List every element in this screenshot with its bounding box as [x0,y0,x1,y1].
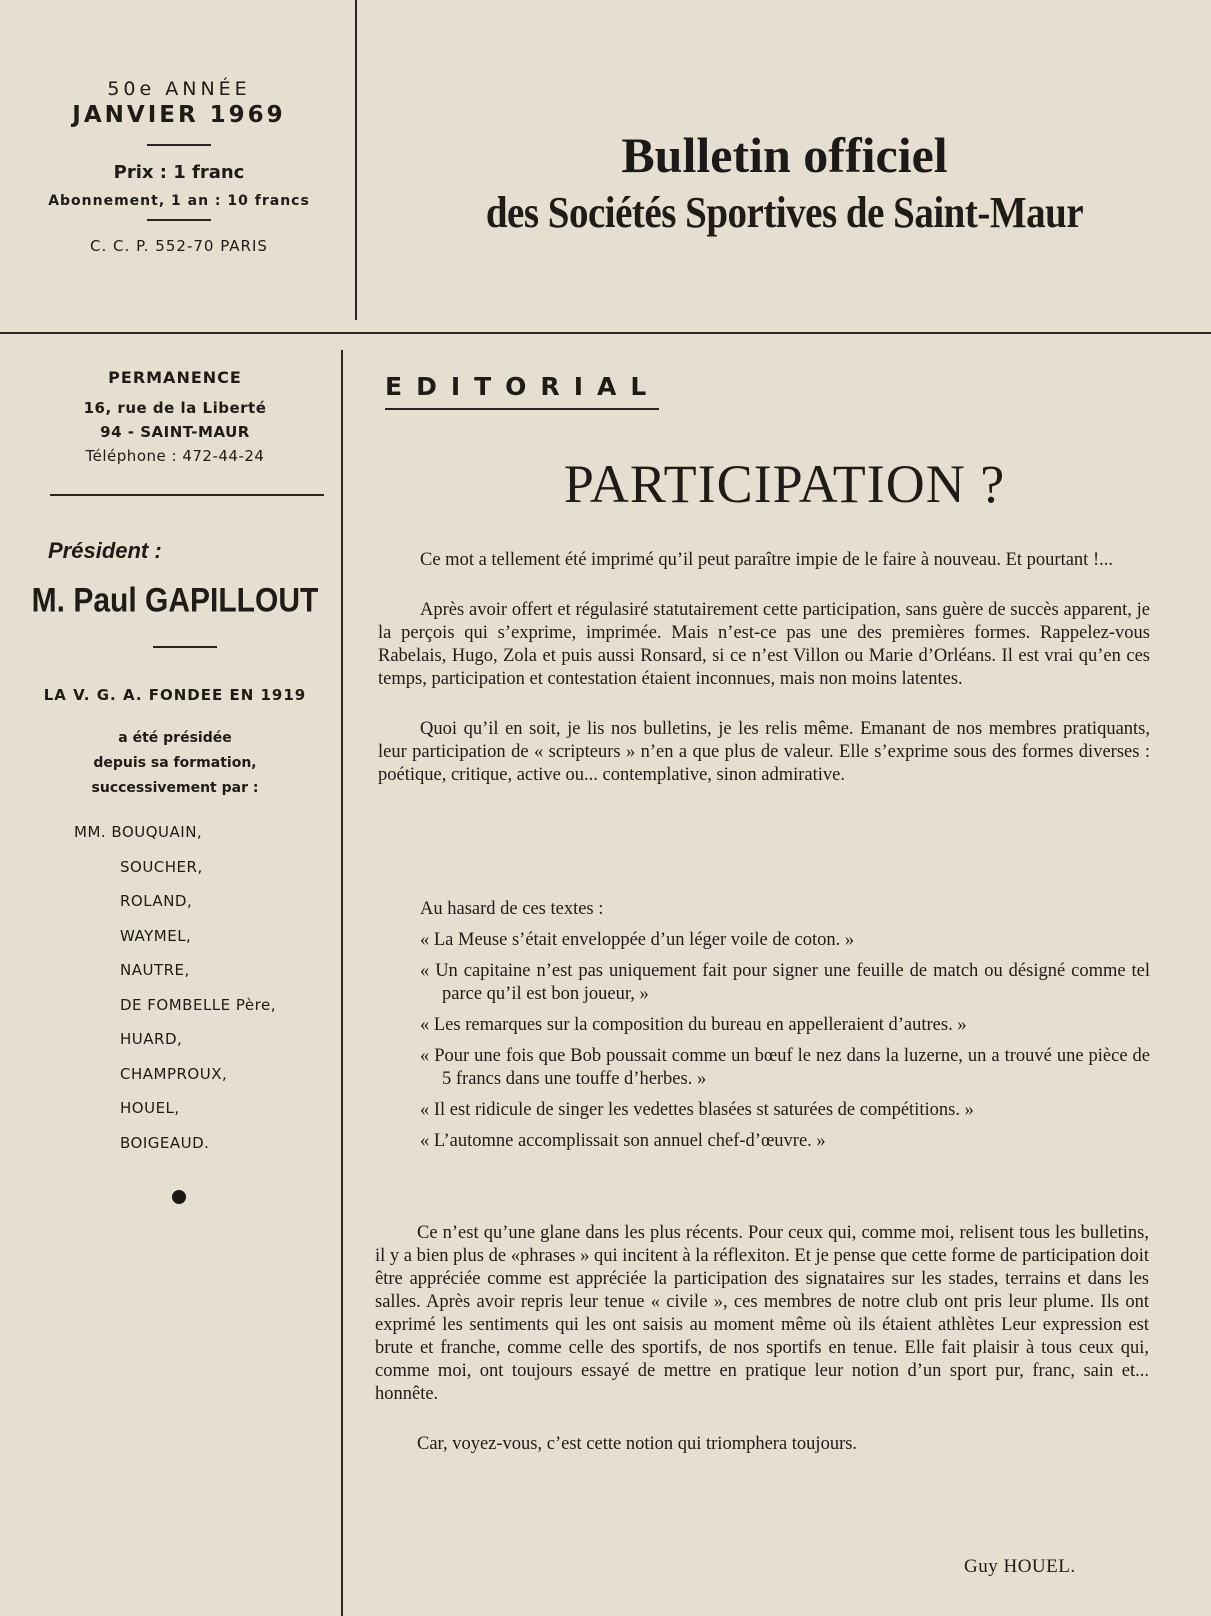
divider [50,494,324,496]
list-item: SOUCHER, [120,857,203,876]
list-item: DE FOMBELLE Père, [120,995,276,1014]
divider [153,646,217,648]
list-item: HOUEL, [120,1099,180,1117]
presidency-note [0,726,360,801]
paragraph: Ce mot a tellement été imprimé qu’il peut paraître impie de le faire à nouveau. Et pourtant !... [420,550,1113,570]
article-body [378,549,1150,787]
presidents-list [0,815,360,1160]
sidebar [0,368,360,1204]
address-line: 94 - SAINT-MAUR [100,423,250,441]
bulletin-subtitle: des Sociétés Sportives de Saint-Maur [485,187,1084,238]
quote: « La Meuse s’était enveloppée d’un léger voile de coton. » [420,930,855,950]
article-body-continued [375,1222,1149,1456]
masthead-title [358,126,1211,238]
presidency-line: depuis sa formation, [93,755,257,771]
paragraph: Car, voyez-vous, c’est cette notion qui triomphera toujours. [417,1434,858,1454]
vga-founded: LA V. G. A. FONDEE EN 1919 [43,686,307,704]
list-item: ROLAND, [120,892,193,910]
list-item: BOIGEAUD. [120,1133,210,1152]
president-name: M. Paul GAPILLOUT [31,581,319,620]
quote: « L’automne accomplissait son annuel chef-d’œuvre. » [420,1131,826,1151]
list-item: HUARD, [120,1030,183,1048]
list-item: CHAMPROUX, [120,1064,228,1083]
issue-date: JANVIER 1969 [72,102,286,128]
quote: « Pour une fois que Bob poussait comme un bœuf le nez dans la luzerne, un a trouvé une pièce de 5 francs dans une touffe d’herbes. » [420,1046,1150,1089]
headline: PARTICIPATION ? [563,454,1006,514]
price: Prix : 1 franc [113,162,245,183]
telephone: Téléphone : 472-44-24 [85,447,265,465]
signature: Guy HOUEL. [964,1556,1076,1577]
masthead-info [0,78,358,255]
bullet-ornament [172,1190,186,1204]
quotes-intro: Au hasard de ces textes : [420,899,604,919]
list-item: MM. BOUQUAIN, [74,823,203,841]
subscription: Abonnement, 1 an : 10 francs [48,193,310,209]
bulletin-title: Bulletin officiel [621,127,948,183]
section-underline [385,408,659,410]
divider [147,219,211,221]
quotes-block [420,898,1150,1153]
quote: « Les remarques sur la composition du bureau en appelleraient d’autres. » [420,1015,967,1035]
quote: « Un capitaine n’est pas uniquement fait pour signer une feuille de match ou désigné comme tel parce qu’il est bon joueur, » [420,961,1150,1004]
presidency-line: a été présidée [118,730,232,746]
presidency-line: successivement par : [91,780,259,796]
permanence-block [0,368,360,465]
divider [147,144,211,146]
issue-year: 50e ANNÉE [107,78,251,100]
president-label: Président : [48,538,162,563]
paragraph: Après avoir offert et régulasiré statutairement cette participation, sans guère de succès apparent, je la perçois qui s’exprime, imprimée. Mais n’est-ce pas une des premières formes. Rappelez-vous Rabelais, Hugo, Zola et puis aussi Ronsard, si ce n’est Villon ou Marie d’Orléans. Il est vrai qu’en ces temps, participation et contestation étaient inconnues, mais non moins latentes. [378,600,1150,689]
paragraph: Quoi qu’il en soit, je lis nos bulletins, je les relis même. Emanant de nos membres pratiquants, leur participation de « scripteurs » n’en a que plus de valeur. Elle s’exprime sous des formes diverses : poétique, critique, active ou... contemplative, sinon admirative. [378,719,1150,785]
permanence-title: PERMANENCE [108,368,242,387]
quote: « Il est ridicule de singer les vedettes blasées st saturées de compétitions. » [420,1100,974,1120]
address-line: 16, rue de la Liberté [83,399,267,417]
section-label: EDITORIAL [385,372,661,401]
postal-account: C. C. P. 552-70 PARIS [90,237,268,255]
list-item: WAYMEL, [120,926,192,945]
list-item: NAUTRE, [120,961,190,979]
header-horizontal-rule [0,332,1211,334]
paragraph: Ce n’est qu’une glane dans les plus récents. Pour ceux qui, comme moi, relisent tous les bulletins, il y a bien plus de «phrases » qui incitent à la réflexiton. Et je pense que cette forme de participation doit être appréciée comme est appréciée la participation des signataires sur les stades, terrains et dans les salles. Après avoir repris leur tenue « civile », ces membres de notre club ont pris leur plume. Ils ont exprimé les sentiments qui les ont saisis au moment même où ils étaient athlètes Leur expression est brute et franche, comme celle des sportifs, de nos sportifs en tenue. Elle fait plaisir à tous ceux qui, comme moi, ont toujours essayé de mettre en pratique leur notion d’un sport pur, franc, sain et... honnête. [375,1223,1149,1404]
